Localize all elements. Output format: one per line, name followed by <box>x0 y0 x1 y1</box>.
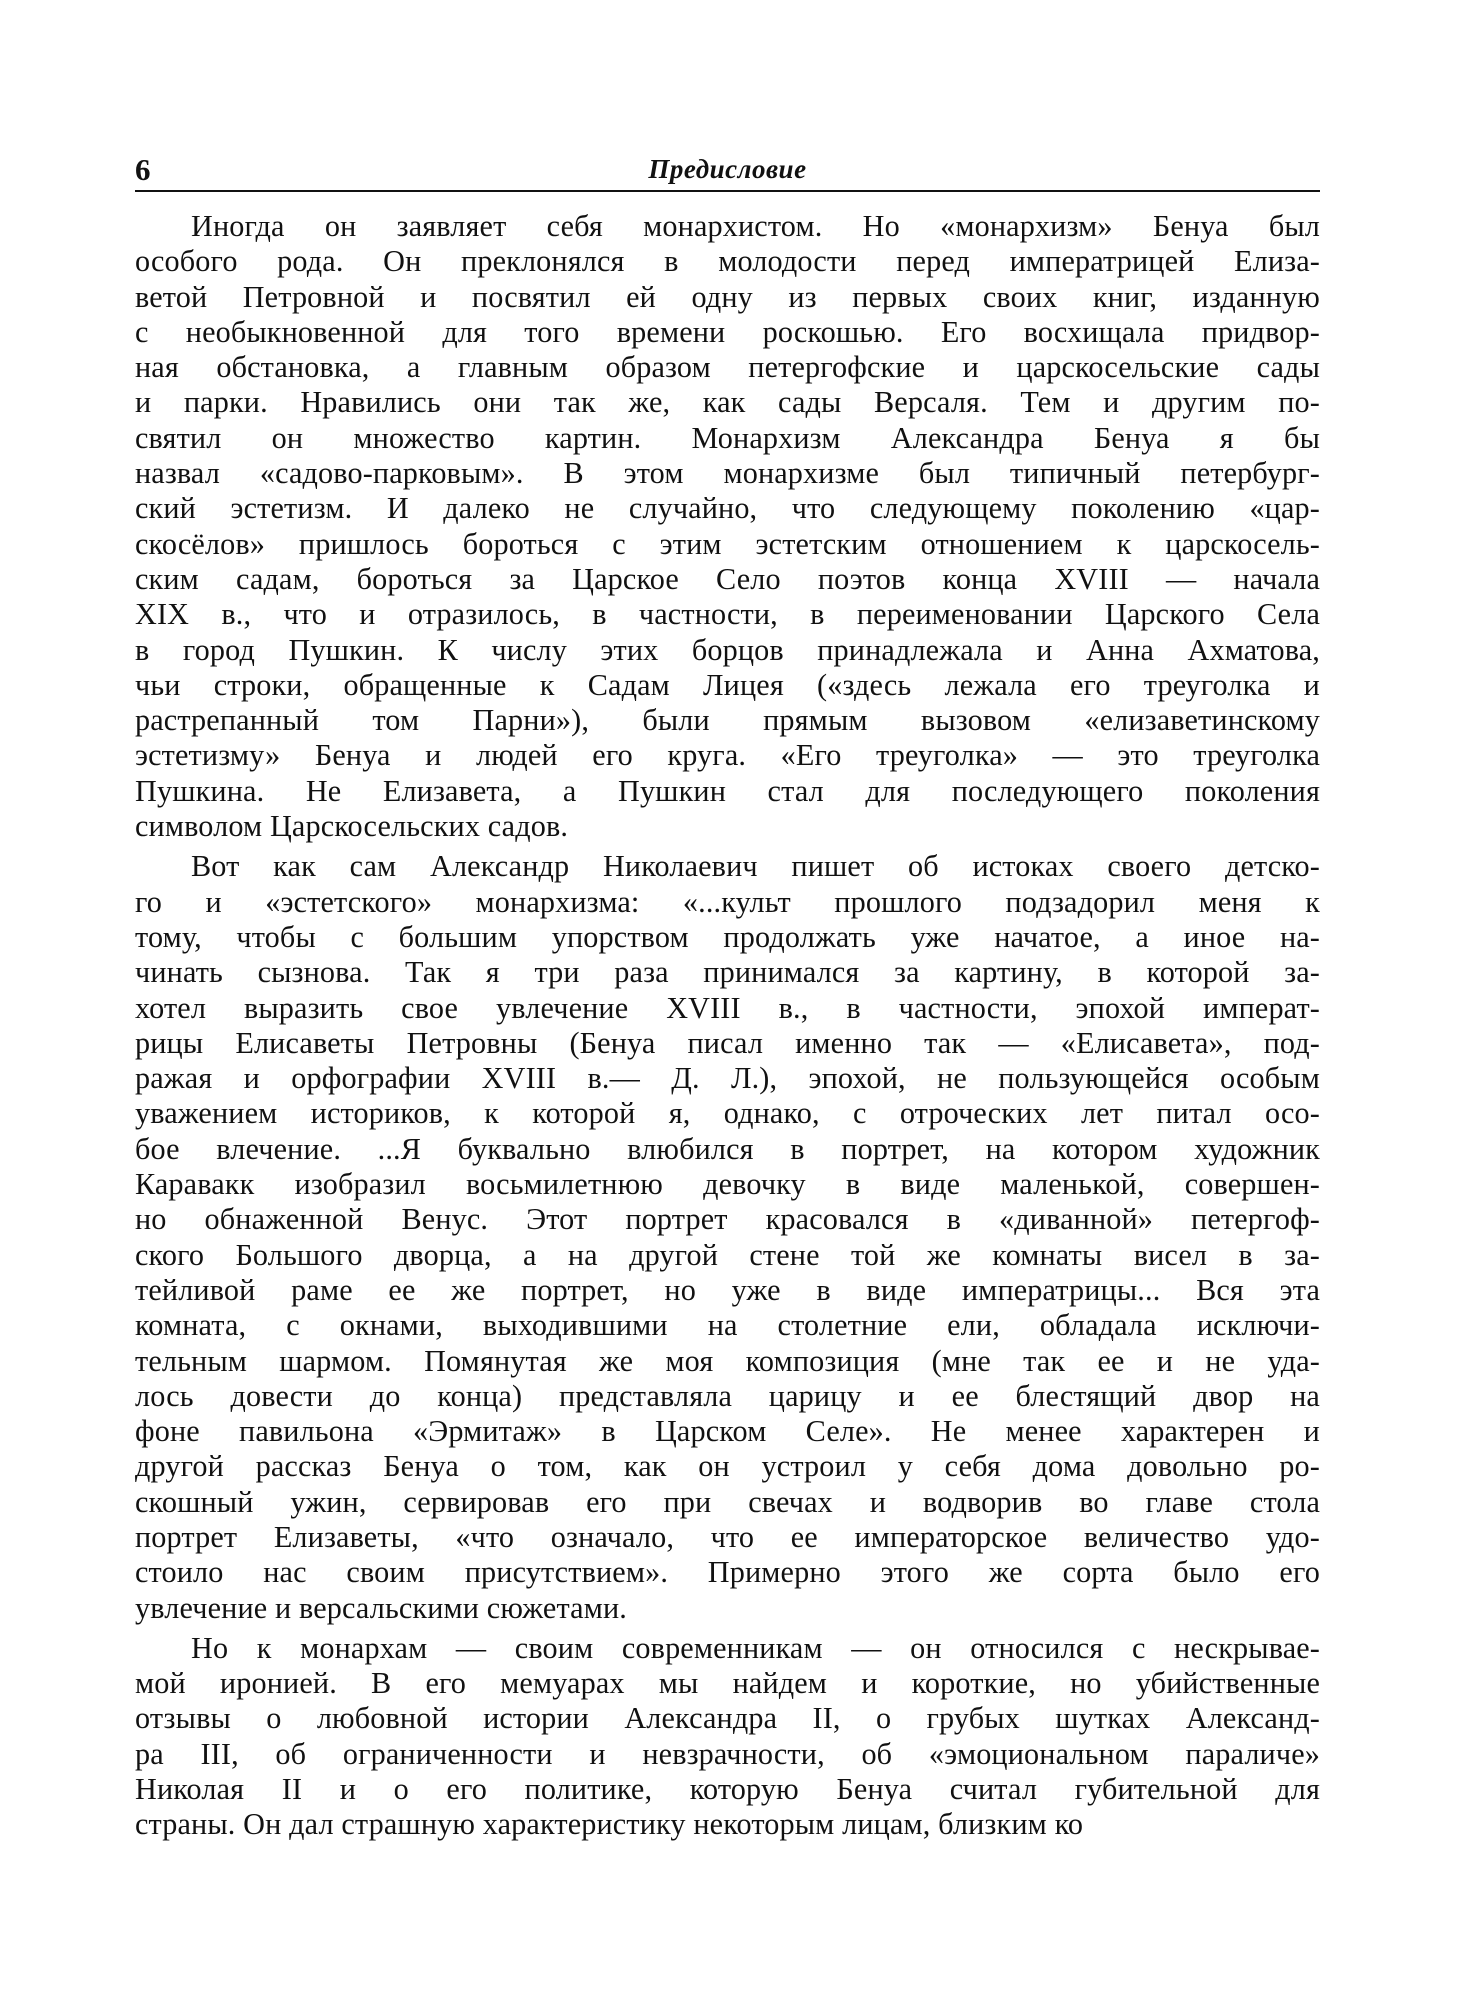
text-line: скосёлов» пришлось бороться с этим эстетским отношением к царскосель- <box>135 526 1320 561</box>
text-line: ра III, об ограниченности и невзрачности, об «эмоциональном параличе» <box>135 1736 1320 1771</box>
text-line: Иногда он заявляет себя монархистом. Но «монархизм» Бенуа был <box>191 209 1320 243</box>
text-line: святил он множество картин. Монархизм Александра Бенуа я бы <box>135 420 1320 455</box>
text-line: бое влечение. ...Я буквально влюбился в портрет, на котором художник <box>135 1131 1320 1166</box>
text-line: скошный ужин, сервировав его при свечах и водворив во главе стола <box>135 1484 1320 1519</box>
page-number: 6 <box>135 152 151 187</box>
text-line: ная обстановка, а главным образом петергофские и царскосельские сады <box>135 350 1320 385</box>
text-line: ский эстетизм. И далеко не случайно, что следующему поколению «цар- <box>135 491 1320 526</box>
text-line: тейливой раме ее же портрет, но уже в виде императрицы... Вся эта <box>135 1272 1320 1307</box>
text-line: назвал «садово-парковым». В этом монархизме был типичный петербург- <box>135 456 1320 491</box>
paragraph <box>135 849 1320 1626</box>
text-line: тельным шармом. Помянутая же моя композиция (мне так ее и не уда- <box>135 1343 1320 1378</box>
text-line: рицы Елисаветы Петровны (Бенуа писал именно так — «Елисавета», под- <box>135 1025 1320 1060</box>
text-line: портрет Елизаветы, «что означало, что ее императорское величество удо- <box>135 1519 1320 1554</box>
text-line: Николая II и о его политике, которую Бенуа считал губительной для <box>135 1772 1320 1807</box>
text-line: но обнаженной Венус. Этот портрет красовался в «диванной» петергоф- <box>135 1202 1320 1237</box>
text-line: го и «эстетского» монархизма: «...культ прошлого подзадорил меня к <box>135 884 1320 919</box>
text-line: Пушкина. Не Елизавета, а Пушкин стал для последующего поколения <box>135 773 1320 808</box>
text-line: другой рассказ Бенуа о том, как он устроил у себя дома довольно ро- <box>135 1449 1320 1484</box>
page-header <box>135 150 1320 190</box>
text-line: эстетизму» Бенуа и людей его круга. «Его треуголка» — это треуголка <box>135 738 1320 773</box>
text-line: стоило нас своим присутствием». Примерно этого же сорта было его <box>135 1555 1320 1590</box>
text-line: особого рода. Он преклонялся в молодости перед императрицей Елиза- <box>135 244 1320 279</box>
text-line: чинать сызнова. Так я три раза принимался за картину, в которой за- <box>135 955 1320 990</box>
text-line: ражая и орфографии XVIII в.— Д. Л.), эпохой, не пользующейся особым <box>135 1061 1320 1096</box>
paragraph <box>135 209 1320 844</box>
text-line: символом Царскосельских садов. <box>135 809 569 844</box>
text-line: хотел выразить свое увлечение XVIII в., в частности, эпохой императ- <box>135 990 1320 1025</box>
text-line: увлечение и версальскими сюжетами. <box>135 1590 627 1625</box>
text-line: с необыкновенной для того времени роскошью. Его восхищала придвор- <box>135 314 1320 349</box>
text-line: уважением историков, к которой я, однако, с отроческих лет питал осо- <box>135 1096 1320 1131</box>
header-rule <box>135 190 1320 192</box>
text-line: в город Пушкин. К числу этих борцов принадлежала и Анна Ахматова, <box>135 632 1320 667</box>
paragraph <box>135 1631 1320 1843</box>
text-line: мой иронией. В его мемуарах мы найдем и короткие, но убийственные <box>135 1666 1320 1701</box>
book-page <box>135 150 1320 1843</box>
text-line: ского Большого дворца, а на другой стене той же комнаты висел в за- <box>135 1237 1320 1272</box>
text-line: растрепанный том Парни»), были прямым вызовом «елизаветинскому <box>135 703 1320 738</box>
text-line: лось довести до конца) представляла царицу и ее блестящий двор на <box>135 1378 1320 1413</box>
running-title: Предисловие <box>648 154 807 184</box>
text-line: страны. Он дал страшную характеристику некоторым лицам, близким ко <box>135 1807 1084 1842</box>
text-line: Но к монархам — своим современникам — он относился с нескрывае- <box>191 1630 1320 1665</box>
text-line: Вот как сам Александр Николаевич пишет об истоках своего детско- <box>191 849 1320 884</box>
text-line: и парки. Нравились они так же, как сады Версаля. Тем и другим по- <box>135 385 1320 420</box>
body-text <box>135 209 1320 1843</box>
text-line: Каравакк изобразил восьмилетнюю девочку в виде маленькой, совершен- <box>135 1167 1320 1202</box>
text-line: ветой Петровной и посвятил ей одну из первых своих книг, изданную <box>135 279 1320 314</box>
text-line: чьи строки, обращенные к Садам Лицея («здесь лежала его треуголка и <box>135 667 1320 702</box>
text-line: ским садам, бороться за Царское Село поэтов конца XVIII — начала <box>135 561 1320 596</box>
text-line: XIX в., что и отразилось, в частности, в переименовании Царского Села <box>135 597 1320 632</box>
text-line: тому, чтобы с большим упорством продолжать уже начатое, а иное на- <box>135 919 1320 954</box>
text-line: комната, с окнами, выходившими на столетние ели, обладала исключи- <box>135 1308 1320 1343</box>
text-line: фоне павильона «Эрмитаж» в Царском Селе». Не менее характерен и <box>135 1414 1320 1449</box>
text-line: отзывы о любовной истории Александра II, о грубых шутках Александ- <box>135 1701 1320 1736</box>
